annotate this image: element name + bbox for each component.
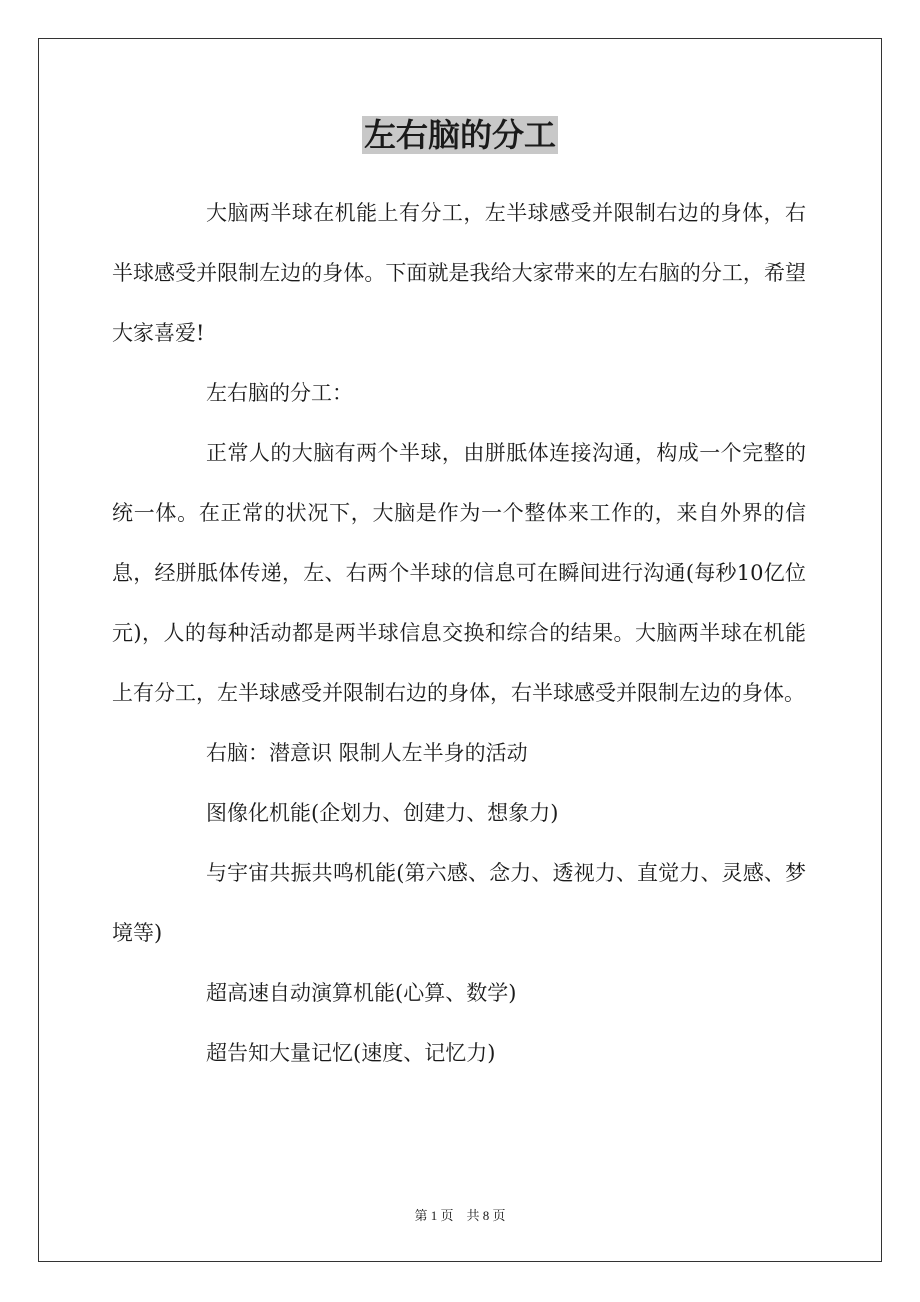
paragraph-resonance-function: 与宇宙共振共鸣机能(第六感、念力、透视力、直觉力、灵感、梦境等) (112, 861, 806, 945)
document-title (0, 112, 920, 158)
paragraph-calculation-function: 超高速自动演算机能(心算、数学) (206, 981, 517, 1005)
paragraph-brain-overview: 正常人的大脑有两个半球，由胼胝体连接沟通，构成一个完整的统一体。在正常的状况下，大脑是作为一个整体来工作的，来自外界的信息，经胼胝体传递，左、右两个半球的信息可在瞬间进行沟通(每秒10亿位元)，人的每种活动都是两半球信息交换和综合的结果。大脑两半球在机能上有分工，左半球感受并限制右边的身体，右半球感受并限制左边的身体。 (112, 441, 806, 705)
document-title-text: 左右脑的分工 (363, 116, 556, 154)
paragraph-intro: 大脑两半球在机能上有分工，左半球感受并限制右边的身体，右半球感受并限制左边的身体。下面就是我给大家带来的左右脑的分工，希望大家喜爱! (112, 201, 806, 345)
page-number-label: 第 1 页 共 8 页 (414, 1208, 506, 1223)
paragraph-memory-function: 超告知大量记忆(速度、记忆力) (206, 1041, 496, 1065)
paragraph-right-brain: 右脑：潜意识 限制人左半身的活动 (206, 741, 528, 765)
paragraph-imaging-function: 图像化机能(企划力、创建力、想象力) (206, 801, 559, 825)
paragraph-section-heading: 左右脑的分工： (206, 381, 353, 405)
page-footer (0, 1206, 920, 1226)
document-body (112, 183, 806, 1083)
